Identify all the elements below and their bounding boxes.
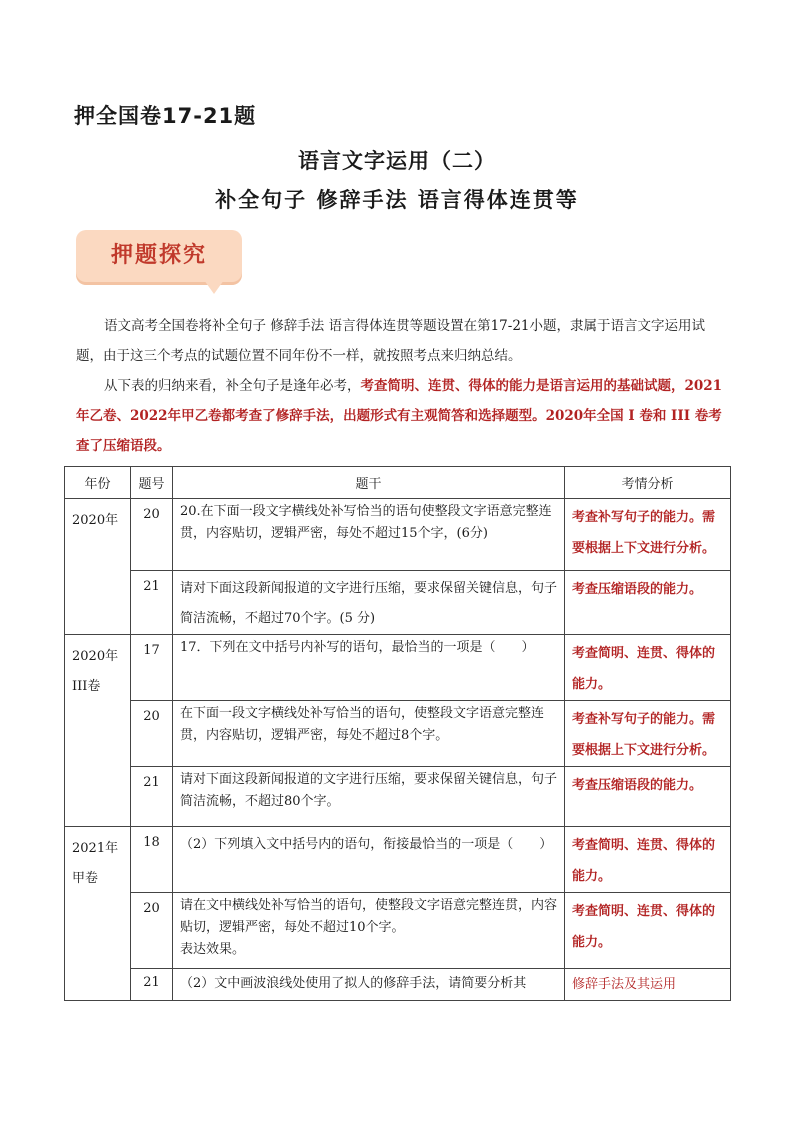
analysis-text: 修辞手法及其运用	[565, 969, 731, 1001]
header-analysis: 考情分析	[565, 467, 731, 499]
intro-text-2-emphasis: 考查简明、连贯、得体的能力是语言运用的基础试题，2021年乙卷、2022年甲乙卷都考查了修辞手法，出题形式有主观简答和选择题型。2020年全国 I 卷和 III 卷考查了压缩语段。	[76, 378, 723, 454]
table-row	[65, 571, 731, 635]
analysis-text: 考查简明、连贯、得体的能力。	[565, 827, 731, 893]
analysis-text: 考查简明、连贯、得体的能力。	[565, 893, 731, 969]
question-text: （2）下列填入文中括号内的语句，衔接最恰当的一项是（ ）	[173, 827, 565, 893]
question-number: 21	[131, 969, 173, 1001]
analysis-text: 考查补写句子的能力。需要根据上下文进行分析。	[565, 499, 731, 571]
table-row	[65, 893, 731, 969]
analysis-text: 考查补写句子的能力。需要根据上下文进行分析。	[565, 701, 731, 767]
intro-text-1: 语文高考全国卷将补全句子 修辞手法 语言得体连贯等题设置在第17-21小题，隶属于语言文字运用试题，由于这三个考点的试题位置不同年份不一样，就按照考点来归纳总结。	[76, 318, 705, 364]
table-header-row	[65, 467, 731, 499]
table-row	[65, 767, 731, 827]
analysis-text: 考查压缩语段的能力。	[565, 571, 731, 635]
table-row	[65, 499, 731, 571]
section-title: 语言文字运用（二）	[298, 149, 496, 173]
question-number: 21	[131, 571, 173, 635]
question-number: 18	[131, 827, 173, 893]
analysis-text: 考查简明、连贯、得体的能力。	[565, 635, 731, 701]
analysis-text: 考查压缩语段的能力。	[565, 767, 731, 827]
year-cell: 2021年甲卷	[65, 827, 131, 1001]
header-question: 题干	[173, 467, 565, 499]
table-row	[65, 635, 731, 701]
question-number: 20	[131, 701, 173, 767]
table-row	[65, 701, 731, 767]
question-number: 21	[131, 767, 173, 827]
table-row	[65, 969, 731, 1001]
exam-analysis-table	[64, 466, 731, 1001]
section-badge	[76, 230, 244, 300]
question-text: 请在文中横线处补写恰当的语句，使整段文字语意完整连贯，内容贴切，逻辑严密，每处不超过10个字。 表达效果。	[173, 893, 565, 969]
question-text: 请对下面这段新闻报道的文字进行压缩，要求保留关键信息，句子简洁流畅，不超过70个字。(5 分)	[173, 571, 565, 635]
header-number: 题号	[131, 467, 173, 499]
intro-text-2: 从下表的归纳来看，补全句子是逢年必考，	[104, 378, 361, 394]
intro-paragraph-1	[76, 311, 726, 371]
badge-pointer	[204, 280, 224, 294]
question-number: 20	[131, 893, 173, 969]
page-title: 押全国卷17-21题	[74, 104, 257, 128]
year-cell: 2020年	[65, 499, 131, 635]
year-cell: 2020年III卷	[65, 635, 131, 827]
question-number: 20	[131, 499, 173, 571]
question-text: 20.在下面一段文字横线处补写恰当的语句使整段文字语意完整连贯，内容贴切，逻辑严密，每处不超过15个字，(6分)	[173, 499, 565, 571]
table-row	[65, 827, 731, 893]
question-text: （2）文中画波浪线处使用了拟人的修辞手法，请简要分析其	[173, 969, 565, 1001]
section-subtitle: 补全句子 修辞手法 语言得体连贯等	[215, 188, 579, 212]
header-year: 年份	[65, 467, 131, 499]
question-text: 请对下面这段新闻报道的文字进行压缩，要求保留关键信息，句子简洁流畅，不超过80个字。	[173, 767, 565, 827]
question-text: 17．下列在文中括号内补写的语句，最恰当的一项是（ ）	[173, 635, 565, 701]
badge-label: 押题探究	[110, 243, 207, 268]
question-text: 在下面一段文字横线处补写恰当的语句，使整段文字语意完整连贯，内容贴切，逻辑严密，每处不超过8个字。	[173, 701, 565, 767]
intro-paragraph-2	[76, 371, 726, 461]
question-number: 17	[131, 635, 173, 701]
